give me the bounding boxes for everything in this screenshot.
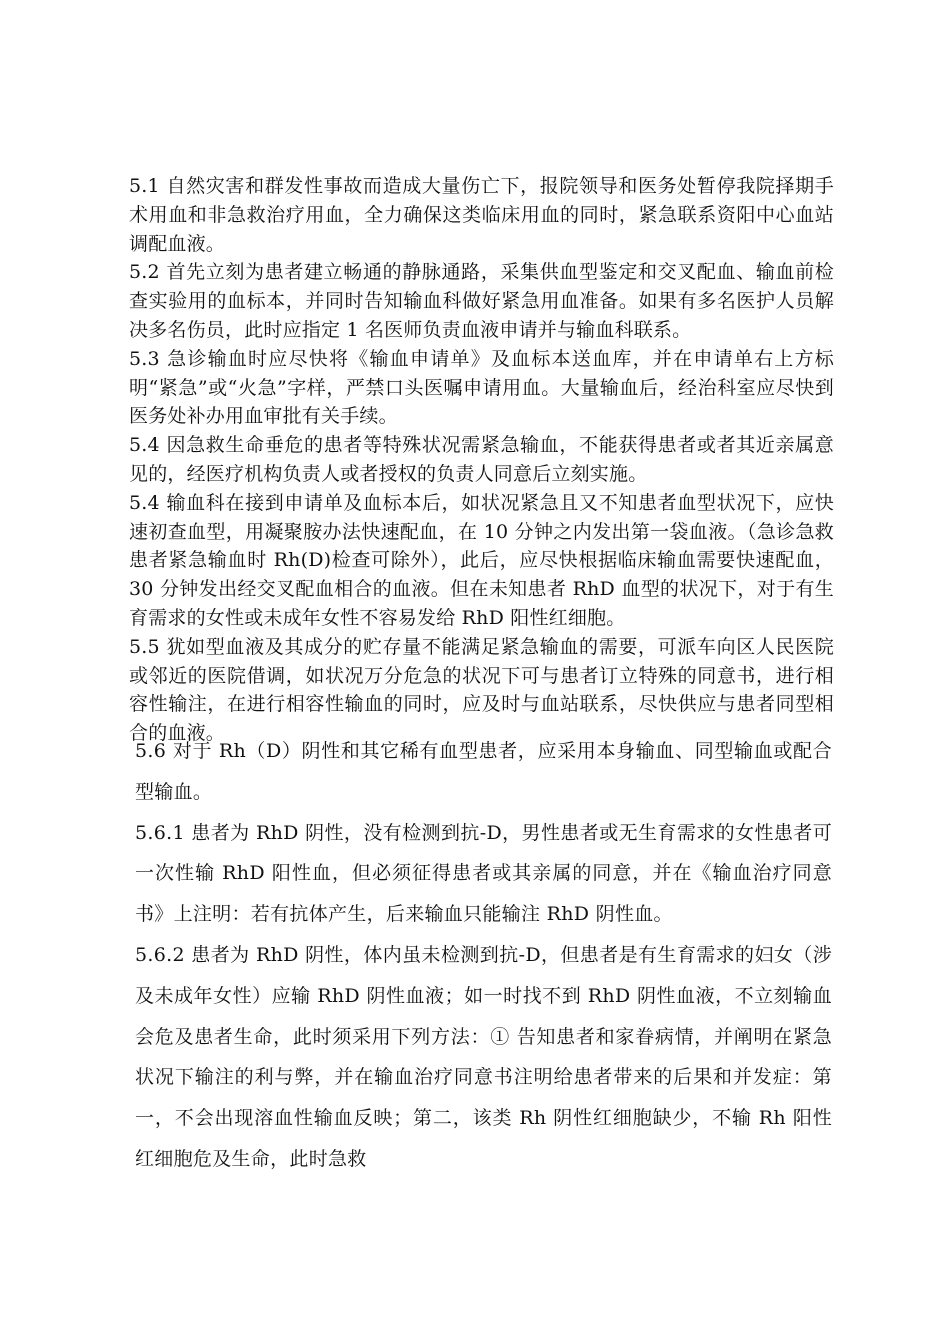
paragraph-5-4-b: 5.4 输血科在接到申请单及血标本后，如状况紧急且又不知患者血型状况下，应快速初查血型，用凝聚胺办法快速配血，在 10 分钟之内发出第一袋血液。（急诊急救患者紧急输血时 Rh(D)检查可除外），此后，应尽快根据临床输血需要快速配血，30 分钟发出经交叉配血相合的血液。但在未知患者 RhD 血型的状况下，对于有生育需求的女性或未成年女性不容易发给 RhD 阳性红细胞。 [129, 491, 834, 629]
paragraph-5-6-1: 5.6.1 患者为 RhD 阴性，没有检测到抗-D，男性患者或无生育需求的女性患者可一次性输 RhD 阳性血，但必须征得患者或其亲属的同意，并在《输血治疗同意书》上注明：若有抗体产生，后来输血只能输注 RhD 阴性血。 [135, 821, 832, 926]
paragraph-5-6: 5.6 对于 Rh（D）阴性和其它稀有血型患者，应采用本身输血、同型输血或配合型输血。 [135, 740, 832, 803]
paragraph-5-3: 5.3 急诊输血时应尽快将《输血申请单》及血标本送血库，并在申请单右上方标明“紧急”或“火急”字样，严禁口头医嘱申请用血。大量输血后，经治科室应尽快到医务处补办用血审批有关手续。 [129, 347, 834, 428]
paragraph-5-6-2: 5.6.2 患者为 RhD 阴性，体内虽未检测到抗-D，但患者是有生育需求的妇女（涉及未成年女性）应输 RhD 阴性血液；如一时找不到 RhD 阴性血液，不立刻输血会危及患者生命，此时须采用下列方法：① 告知患者和家眷病情，并阐明在紧急状况下输注的利与弊，并在输血治疗同意书注明给患者带来的后果和并发症：第一，不会出现溶血性输血反映；第二，该类 Rh 阴性红细胞缺少，不输 Rh 阳性红细胞危及生命，此时急救 [135, 943, 832, 1170]
emergency-transfusion-section [129, 172, 834, 748]
paragraph-5-5: 5.5 犹如型血液及其成分的贮存量不能满足紧急输血的需要，可派车向区人民医院或邻近的医院借调，如状况万分危急的状况下可与患者订立特殊的同意书，进行相容性输注，在进行相容性输血的同时，应及时与血站联系，尽快供应与患者同型相合的血液。 [129, 635, 834, 745]
paragraph-5-4-a: 5.4 因急救生命垂危的患者等特殊状况需紧急输血，不能获得患者或者其近亲属意见的，经医疗机构负责人或者授权的负责人同意后立刻实施。 [129, 434, 834, 485]
paragraph-5-2: 5.2 首先立刻为患者建立畅通的静脉通路，采集供血型鉴定和交叉配血、输血前检查实验用的血标本，并同时告知输血科做好紧急用血准备。如果有多名医护人员解决多名伤员，此时应指定 1 名医师负责血液申请并与输血科联系。 [129, 261, 834, 341]
paragraph-5-1: 5.1 自然灾害和群发性事故而造成大量伤亡下，报院领导和医务处暂停我院择期手术用血和非急救治疗用血，全力确保这类临床用血的同时，紧急联系资阳中心血站调配血液。 [129, 175, 834, 255]
rh-negative-section [135, 731, 832, 1180]
